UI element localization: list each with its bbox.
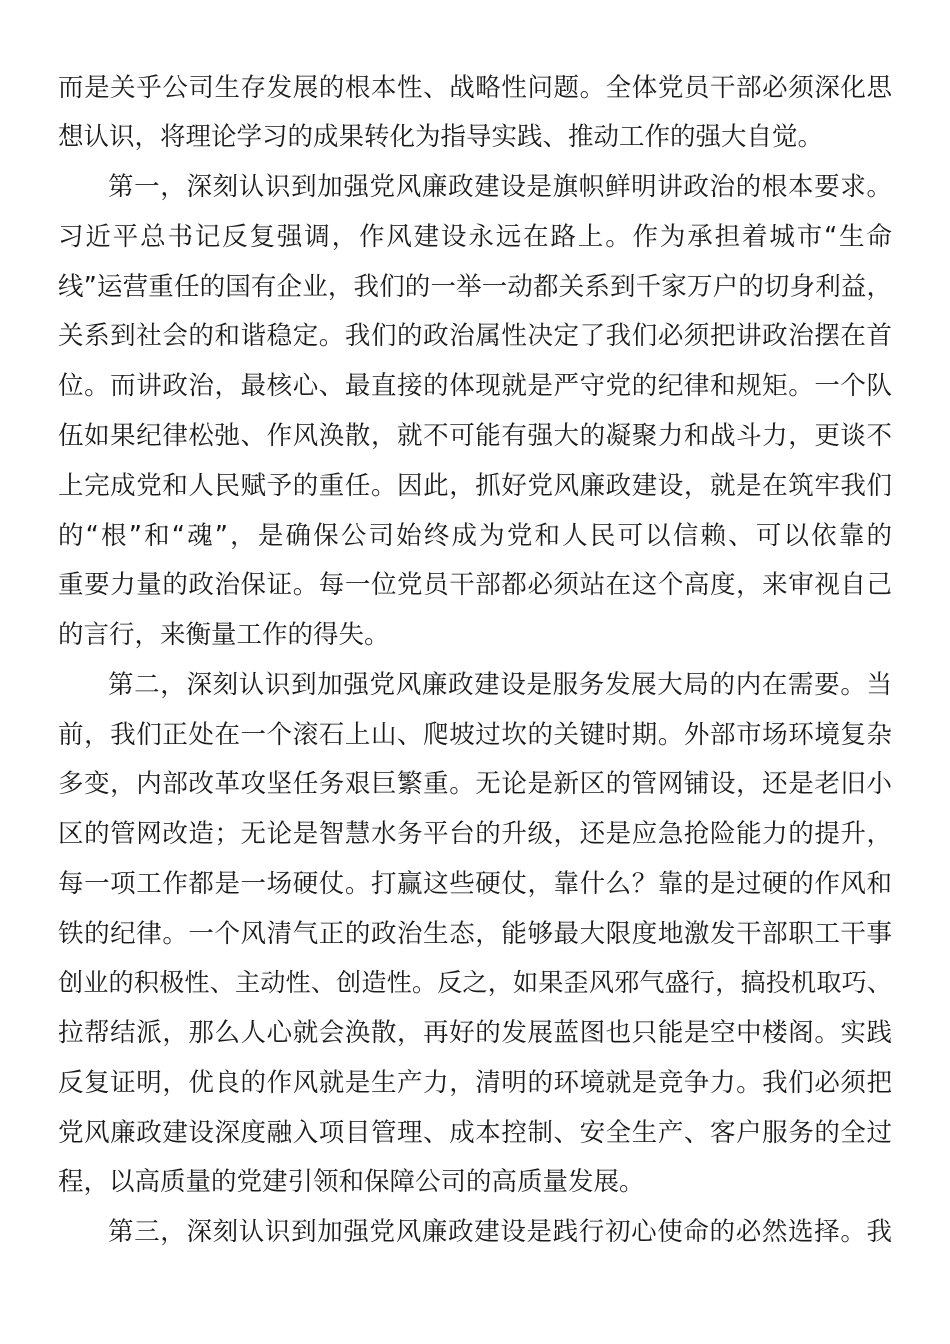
text-line: 第三，深刻认识到加强党风廉政建设是践行初心使命的必然选择。我	[108, 1217, 892, 1247]
text-line: 而是关乎公司生存发展的根本性、战略性问题。全体党员干部必须深化思	[58, 73, 892, 103]
text-line: 铁的纪律。一个风清气正的政治生态，能够最大限度地激发干部职工干事	[58, 919, 892, 949]
text-line: 第二，深刻认识到加强党风廉政建设是服务发展大局的内在需要。当	[108, 670, 892, 700]
text-line: 关系到社会的和谐稳定。我们的政治属性决定了我们必须把讲政治摆在首	[58, 321, 892, 351]
text-line: 的“根”和“魂”，是确保公司始终成为党和人民可以信赖、可以依靠的	[58, 521, 892, 551]
text-line: 区的管网改造；无论是智慧水务平台的升级，还是应急抢险能力的提升，	[58, 819, 892, 849]
text-line: 反复证明，优良的作风就是生产力，清明的环境就是竞争力。我们必须把	[58, 1068, 892, 1098]
text-line: 线”运营重任的国有企业，我们的一举一动都关系到千家万户的切身利益，	[58, 272, 892, 302]
text-line: 习近平总书记反复强调，作风建设永远在路上。作为承担着城市“生命	[58, 222, 892, 252]
text-line: 想认识，将理论学习的成果转化为指导实践、推动工作的强大自觉。	[58, 122, 824, 152]
text-line: 伍如果纪律松弛、作风涣散，就不可能有强大的凝聚力和战斗力，更谈不	[58, 421, 892, 451]
text-line: 党风廉政建设深度融入项目管理、成本控制、安全生产、客户服务的全过	[58, 1118, 892, 1148]
text-line: 前，我们正处在一个滚石上山、爬坡过坎的关键时期。外部市场环境复杂	[58, 720, 892, 750]
text-line: 每一项工作都是一场硬仗。打赢这些硬仗，靠什么？靠的是过硬的作风和	[58, 869, 892, 899]
text-line: 重要力量的政治保证。每一位党员干部都必须站在这个高度，来审视自己	[58, 570, 892, 600]
text-line: 拉帮结派，那么人心就会涣散，再好的发展蓝图也只能是空中楼阁。实践	[58, 1018, 892, 1048]
text-line: 上完成党和人民赋予的重任。因此，抓好党风廉政建设，就是在筑牢我们	[58, 471, 892, 501]
text-line: 第一，深刻认识到加强党风廉政建设是旗帜鲜明讲政治的根本要求。	[108, 172, 892, 202]
text-line: 位。而讲政治，最核心、最直接的体现就是严守党的纪律和规矩。一个队	[58, 371, 892, 401]
text-line: 程，以高质量的党建引领和保障公司的高质量发展。	[58, 1167, 645, 1197]
text-line: 创业的积极性、主动性、创造性。反之，如果歪风邪气盛行，搞投机取巧、	[58, 968, 892, 997]
text-line: 多变，内部改革攻坚任务艰巨繁重。无论是新区的管网铺设，还是老旧小	[58, 769, 892, 799]
text-line: 的言行，来衡量工作的得失。	[58, 620, 390, 650]
